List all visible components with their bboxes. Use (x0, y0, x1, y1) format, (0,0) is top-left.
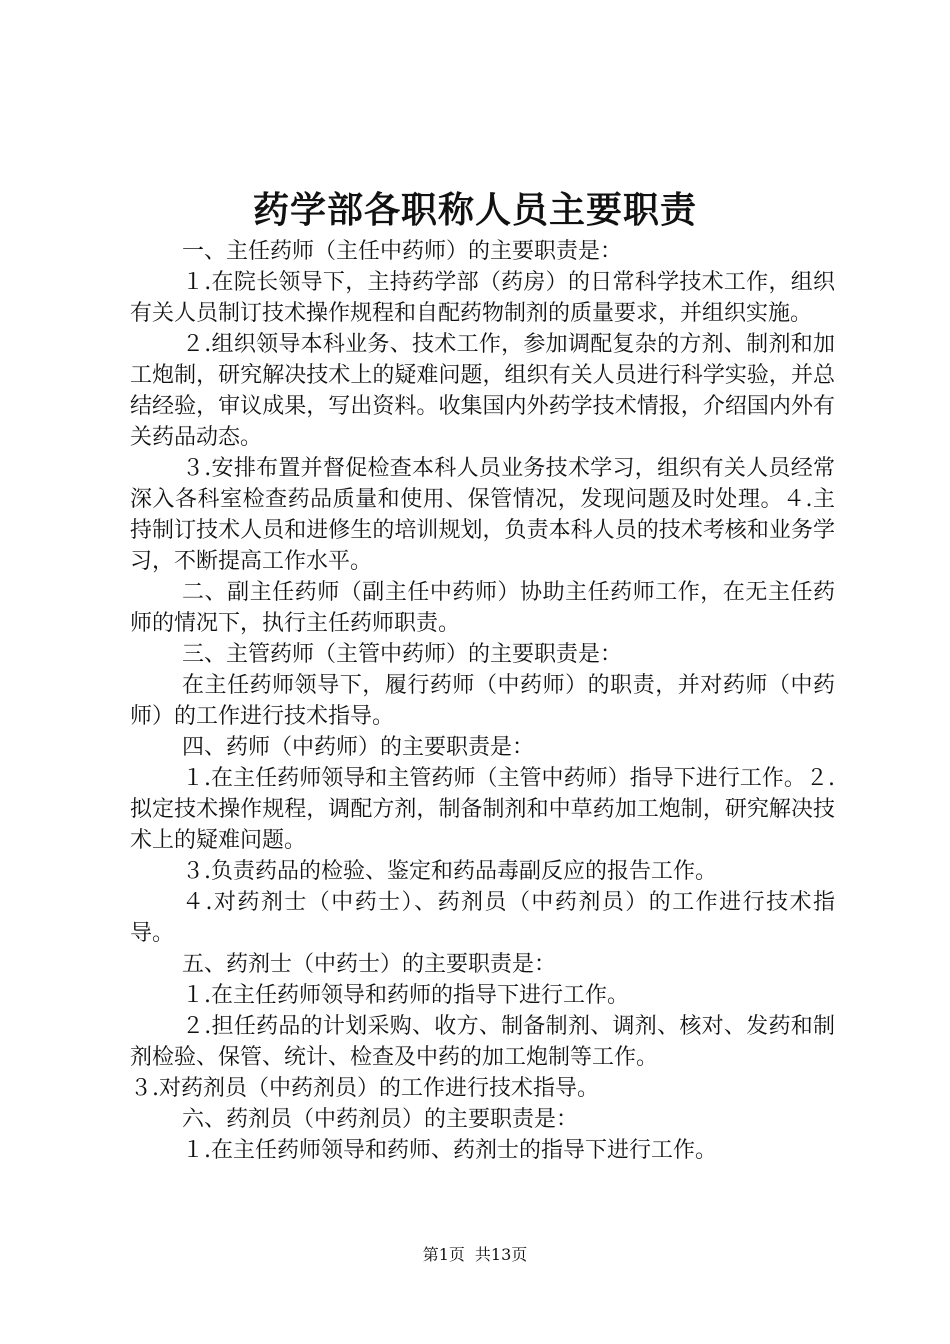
paragraph-11: ４.对药剂士（中药士）、药剂员（中药剂员）的工作进行技术指导。 (130, 890, 835, 946)
paragraph-17: １.在主任药师领导和药师、药剂士的指导下进行工作。 (182, 1138, 717, 1163)
paragraph-8: 四、药师（中药师）的主要职责是： (182, 735, 535, 760)
paragraph-2: １.在院长领导下，主持药学部（药房）的日常科学技术工作，组织有关人员制订技术操作规程和自配药物制剂的质量要求，并组织实施。 (130, 270, 835, 326)
page-total: 共13页 (474, 1245, 528, 1264)
paragraph-13: １.在主任药师领导和药师的指导下进行工作。 (182, 983, 629, 1008)
document-title: 药学部各职称人员主要职责 (252, 189, 697, 231)
paragraph-12: 五、药剂士（中药士）的主要职责是： (182, 952, 557, 977)
paragraph-6: 三、主管药师（主管中药师）的主要职责是： (182, 642, 623, 667)
paragraph-4: ３.安排布置并督促检查本科人员业务技术学习，组织有关人员经常深入各科室检查药品质量和使用、保管情况，发现问题及时处理。４.主持制订技术人员和进修生的培训规划，负责本科人员的技术考核和业务学习，不断提高工作水平。 (130, 456, 835, 574)
paragraph-1: 一、主任药师（主任中药师）的主要职责是： (182, 239, 623, 264)
paragraph-3: ２.组织领导本科业务、技术工作，参加调配复杂的方剂、制剂和加工炮制，研究解决技术上的疑难问题，组织有关人员进行科学实验，并总结经验，审议成果，写出资料。收集国内外药学技术情报，介绍国内外有关药品动态。 (130, 332, 835, 450)
page-number: 第1页 (422, 1245, 465, 1264)
paragraph-9: １.在主任药师领导和主管药师（主管中药师）指导下进行工作。２.拟定技术操作规程，调配方剂，制备制剂和中草药加工炮制，研究解决技术上的疑难问题。 (130, 766, 835, 853)
paragraph-16: 六、药剂员（中药剂员）的主要职责是： (182, 1107, 579, 1132)
paragraph-5: 二、副主任药师（副主任中药师）协助主任药师工作，在无主任药师的情况下，执行主任药师职责。 (130, 580, 835, 636)
paragraph-10: ３.负责药品的检验、鉴定和药品毒副反应的报告工作。 (182, 859, 717, 884)
paragraph-7: 在主任药师领导下，履行药师（中药师）的职责，并对药师（中药师）的工作进行技术指导。 (130, 673, 835, 729)
page-footer (0, 1244, 950, 1266)
paragraph-14: ２.担任药品的计划采购、收方、制备制剂、调剂、核对、发药和制剂检验、保管、统计、检查及中药的加工炮制等工作。 (130, 1014, 835, 1070)
paragraph-15: ３.对药剂员（中药剂员）的工作进行技术指导。 (130, 1076, 599, 1101)
document-body (130, 236, 835, 1166)
